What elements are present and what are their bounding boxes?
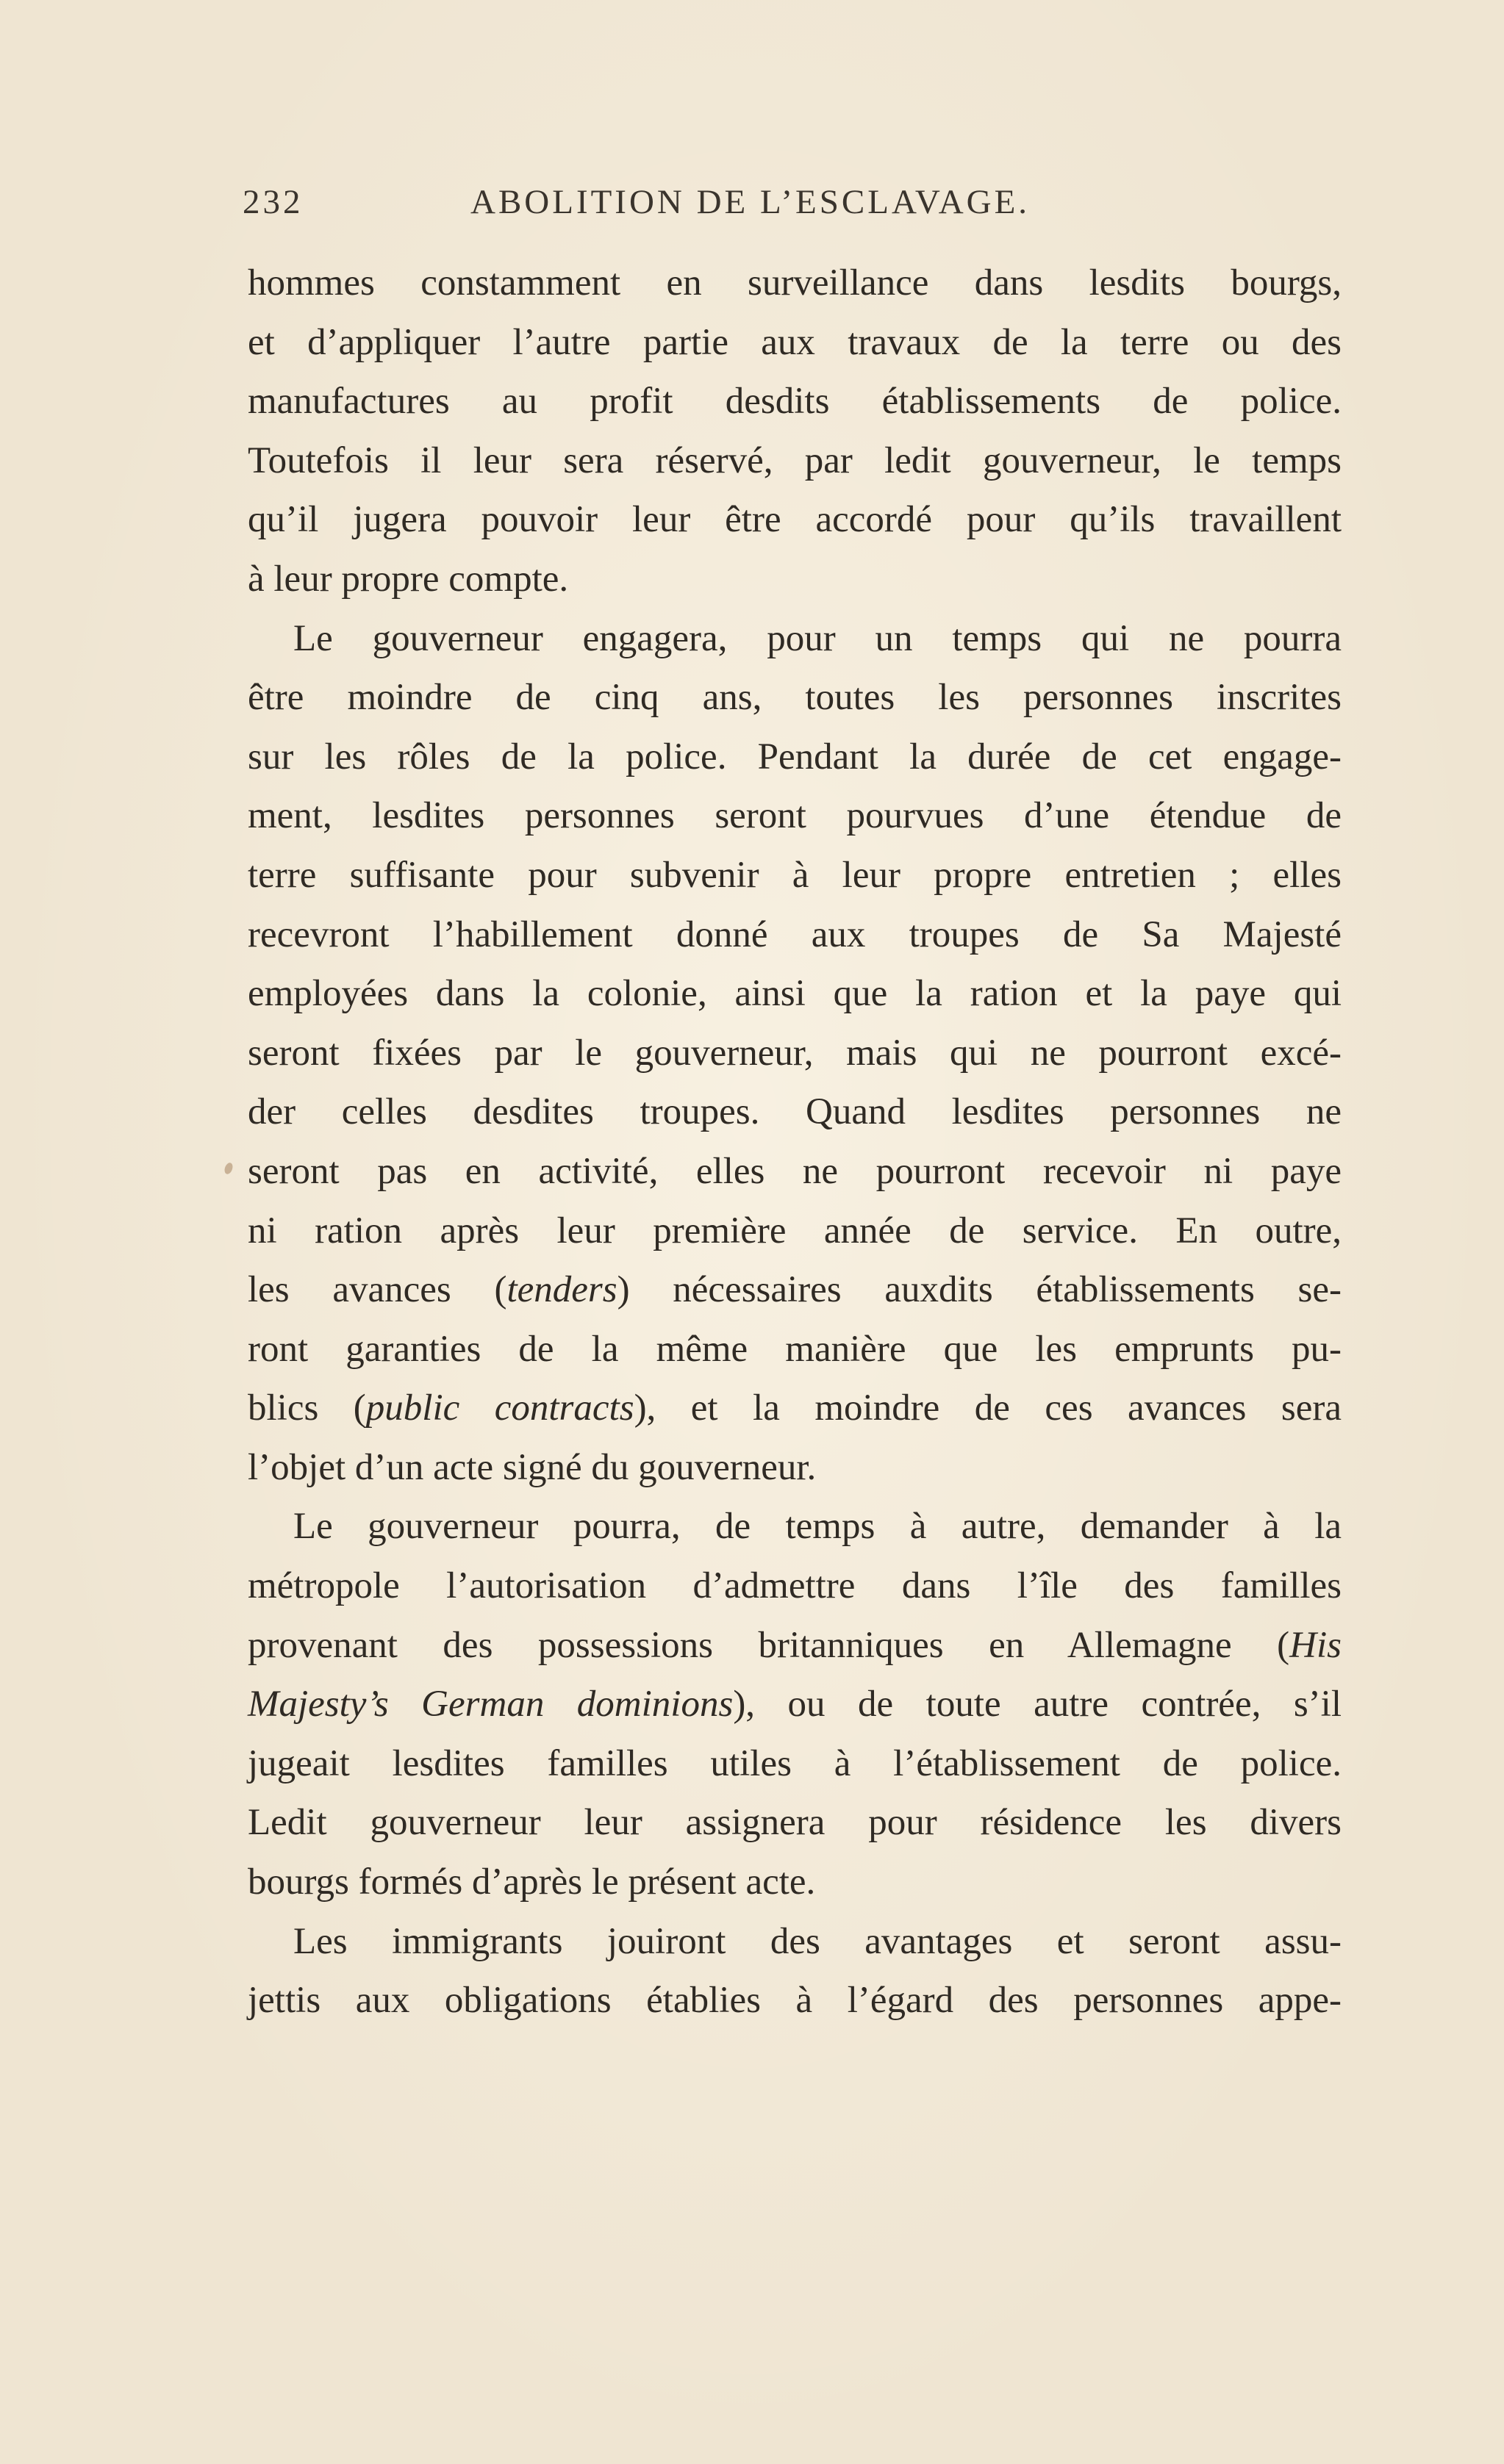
text-line: Le gouverneur engagera, pour un temps qui ne pourra — [293, 617, 1342, 659]
text-line: employées dans la colonie, ainsi que la ration et la paye qui — [248, 973, 1342, 1015]
text-line: qu’il jugera pouvoir leur être accordé pour qu’ils travaillent — [248, 499, 1342, 541]
text-line: seront pas en activité, elles ne pourront recevoir ni paye — [248, 1150, 1342, 1192]
text-line: bourgs formés d’après le présent acte. — [248, 1861, 816, 1903]
text-line: jettis aux obligations établies à l’égard des personnes appe- — [248, 1980, 1342, 2022]
text-line: Le gouverneur pourra, de temps à autre, demander à la — [293, 1506, 1342, 1548]
text-line: seront fixées par le gouverneur, mais qui ne pourront excé- — [248, 1032, 1342, 1074]
text-line: Toutefois il leur sera réservé, par ledit gouverneur, le temps — [248, 439, 1342, 481]
text-line — [248, 1675, 1342, 1734]
text-line: hommes constamment en surveillance dans lesdits bourgs, — [248, 262, 1342, 303]
text-line: sur les rôles de la police. Pendant la durée de cet engage- — [248, 736, 1342, 777]
text-line: à leur propre compte. — [248, 558, 569, 600]
text-segment: ), et la moindre de ces avances sera — [634, 1387, 1342, 1429]
text-segment: les avances ( — [248, 1269, 507, 1311]
italic-term: public contracts — [365, 1387, 634, 1429]
text-line: recevront l’habillement donné aux troupes de Sa Majesté — [248, 913, 1342, 955]
text-line — [248, 1379, 1342, 1438]
text-line: der celles desdites troupes. Quand lesdites personnes ne — [248, 1091, 1342, 1133]
text-line: jugeait lesdites familles utiles à l’établissement de police. — [248, 1742, 1342, 1784]
paper-speck — [223, 1162, 234, 1175]
text-line — [248, 1260, 1342, 1320]
running-title: ABOLITION DE L’ESCLAVAGE. — [470, 183, 1031, 221]
text-line: ni ration après leur première année de service. En outre, — [248, 1210, 1342, 1251]
text-segment: provenant des possessions britanniques en Allemagne ( — [248, 1624, 1290, 1666]
text-line: être moindre de cinq ans, toutes les personnes inscrites — [248, 677, 1342, 719]
text-segment: ) nécessaires auxdits établissements se- — [617, 1269, 1342, 1311]
text-line: Ledit gouverneur leur assignera pour résidence les divers — [248, 1802, 1342, 1844]
text-segment: blics ( — [248, 1387, 366, 1429]
italic-term: Majesty’s German dominions — [248, 1684, 734, 1725]
text-line — [248, 1616, 1342, 1675]
text-line: Les immigrants jouiront des avantages et seront assu- — [293, 1920, 1342, 1962]
page-header — [243, 182, 1117, 234]
page-number: 232 — [243, 183, 304, 221]
text-line: terre suffisante pour subvenir à leur propre entretien ; elles — [248, 854, 1342, 896]
text-line: manufactures au profit desdits établissements de police. — [248, 381, 1342, 423]
text-segment: ), ou de toute autre contrée, s’il — [733, 1684, 1342, 1725]
text-line: et d’appliquer l’autre partie aux travaux de la terre ou des — [248, 321, 1342, 363]
text-line: l’objet d’un acte signé du gouverneur. — [248, 1446, 817, 1488]
text-line: ront garanties de la même manière que les emprunts pu- — [248, 1328, 1342, 1370]
text-line: métropole l’autorisation d’admettre dans l’île des familles — [248, 1565, 1342, 1607]
body-text — [248, 254, 1342, 2030]
italic-term: His — [1289, 1624, 1342, 1666]
italic-term: tenders — [506, 1269, 617, 1311]
text-line: ment, lesdites personnes seront pourvues d’une étendue de — [248, 795, 1342, 837]
